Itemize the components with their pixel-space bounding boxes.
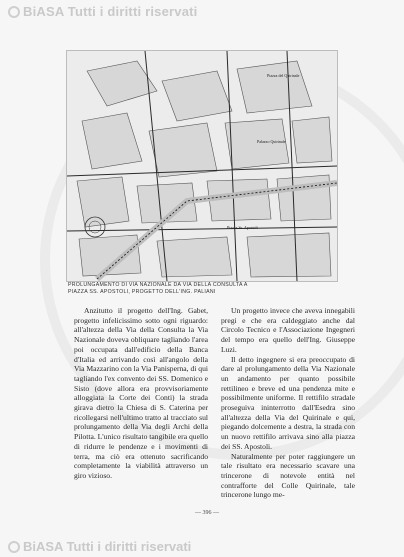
- map-label-palazzo-quirinale: Palazzo Quirinale: [257, 139, 286, 144]
- text-column-left: [74, 306, 208, 481]
- figure-caption: PROLUNGAMENTO DI VIA NAZIONALE DA VIA DELLA CONSULTA A PIAZZA SS. APOSTOLI, PROGETTO DELL'ING. PALIANI: [68, 282, 248, 295]
- page-number: — 396 —: [195, 510, 219, 516]
- street-plan-map: [66, 50, 338, 282]
- block: [292, 117, 332, 163]
- paragraph: Naturalmente per poter raggiungere un tale risultato era necessario scavare una trincerone di notevole entità nel contrafforte del Colle Quirinale, tale trincerone lungo me-: [221, 451, 355, 500]
- biasa-logo-icon: [8, 6, 20, 18]
- block: [157, 237, 232, 277]
- map-label-piazza-quirinale: Piazza del Quirinale: [267, 73, 300, 78]
- paragraph: Il detto ingegnere si era preoccupato di dare al prolungamento della Via Nazionale un andamento per quanto possibile rettilineo e breve ed una pendenza mite e possibilmente uniforme. Il rettifilo stradale proseguiva ininterrotto dall'Esedra sino all'altezza della Via del Quirinale e qui, piegando dolcemente a destra, la strada con un nuovo rettifilo arrivava sino alla piazza dei SS. Apostoli.: [221, 354, 355, 451]
- text-column-right: [221, 306, 355, 500]
- block: [77, 177, 129, 227]
- map-label-piazza-apostoli: Piazza Ss. Apostoli: [227, 225, 258, 230]
- paragraph: Anzitutto il progetto dell'Ing. Gabet, progetto infelicissimo sotto ogni riguardo: all'altezza della Via della Consulta la Via Nazionale doveva obliquare tagliando l'area poi occupata dall'edificio della Banca d'Italia ed arrivando così all'angolo della Via Mazzarino con la Via Panisperna, di qui tagliando l'ex convento dei SS. Domenico e Sisto (dove allora era provvisoriamente alloggiata la Corte dei Conti) la strada girava dietro la Chiesa di S. Caterina per ricollegarsi nell'ultimo tratto al tracciato sul prolungamento della Via degli Archi della Pilotta. L'unico risultato tangibile era quello di ridurre le pendenze e i movimenti di terra, ma ciò era ottenuto sacrificando completamente la viabilità attraverso un giro vizioso.: [74, 306, 208, 480]
- block: [225, 119, 289, 169]
- block: [149, 123, 217, 177]
- watermark-top: BiASA Tutti i diritti riservati: [8, 4, 198, 19]
- paragraph: Un progetto invece che aveva innegabili pregi e che era caldeggiato anche dal Circolo Tecnico e l'Associazione Ingegneri del tempo era quello dell'Ing. Giuseppe Luzi.: [221, 306, 355, 354]
- block: [247, 233, 331, 277]
- biasa-logo-icon: [8, 541, 20, 553]
- watermark-bottom: BiASA Tutti i diritti riservati: [8, 539, 191, 554]
